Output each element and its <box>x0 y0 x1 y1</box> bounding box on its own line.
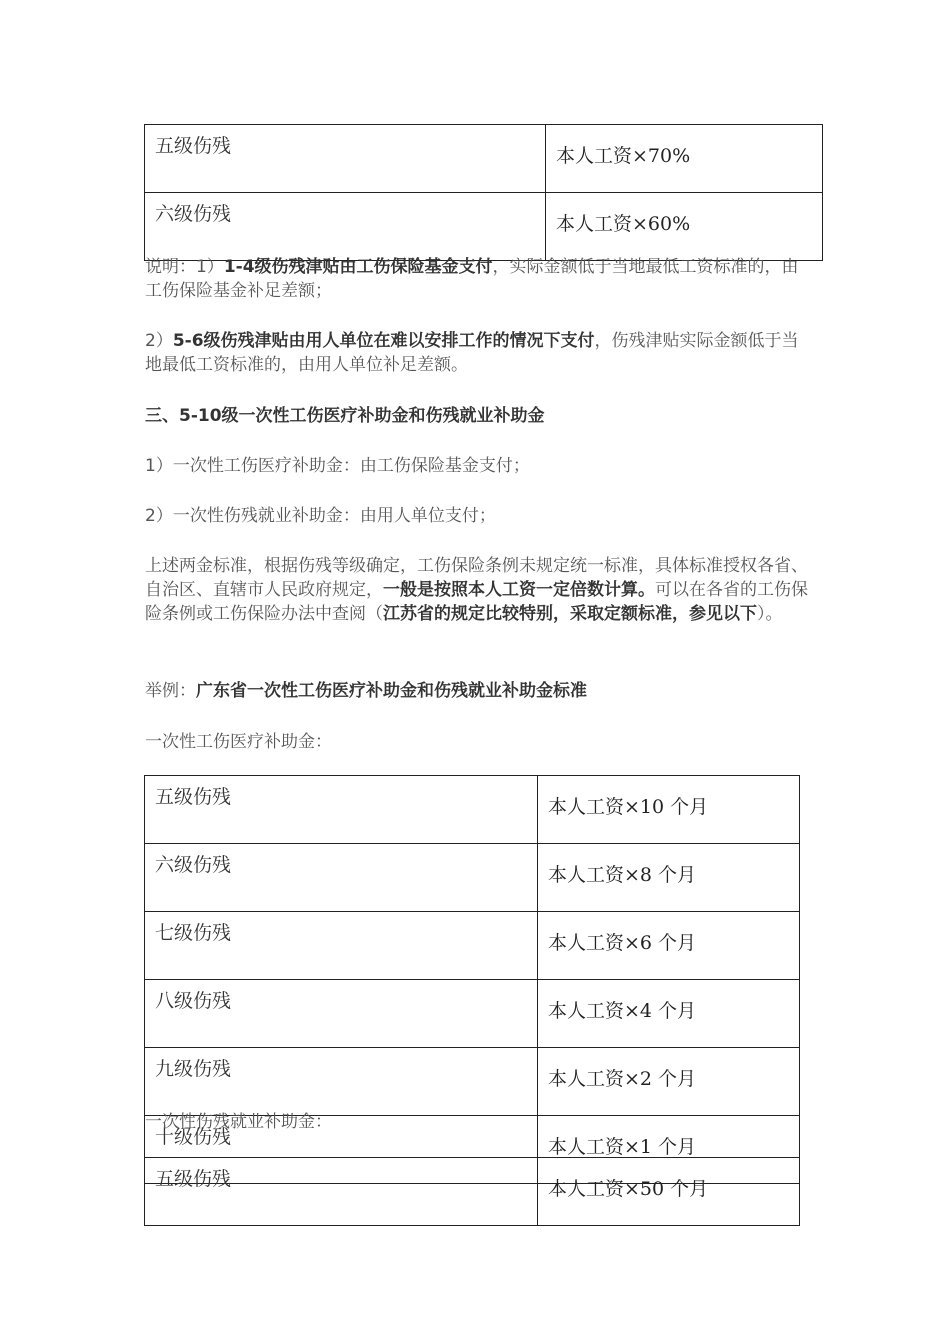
table-cell-value: 本人工资×1 个月 <box>538 1116 800 1184</box>
note-paragraph-2 <box>145 329 810 377</box>
table-row <box>145 844 800 912</box>
note-rest: ，伤残津贴实际金额低于当地最低工资标准的，由用人单位补足差额。 <box>145 331 799 375</box>
medical-subsidy-label: 一次性工伤医疗补助金： <box>145 732 332 752</box>
section-heading: 三、5-10级一次性工伤医疗补助金和伤残就业补助金 <box>145 406 545 426</box>
para-bold: 江苏省的规定比较特别，采取定额标准，参见以下 <box>383 604 757 624</box>
list-item: 1）一次性工伤医疗补助金：由工伤保险基金支付； <box>145 456 530 476</box>
table-cell-level: 五级伤残 <box>145 125 546 193</box>
note-prefix: 2） <box>145 331 173 351</box>
example-title: 广东省一次性工伤医疗补助金和伤残就业补助金标准 <box>196 681 587 701</box>
table-cell-value: 本人工资×8 个月 <box>538 844 800 912</box>
para-text: 上述两金标准，根据伤残等级确定，工伤保险条例未规定统一标准，具体标准授权各省、自治区、直辖市人民政府规定， <box>145 556 808 600</box>
table-cell-value: 本人工资×6 个月 <box>538 912 800 980</box>
table-row <box>145 1158 800 1226</box>
table-cell-value: 本人工资×50 个月 <box>538 1158 800 1226</box>
note-bold: 1-4级伤残津贴由工伤保险基金支付 <box>223 257 493 277</box>
table-cell-value: 本人工资×70% <box>546 125 823 193</box>
note-bold: 5-6级伤残津贴由用人单位在难以安排工作的情况下支付 <box>172 331 595 351</box>
table-row <box>145 776 800 844</box>
table-cell-level: 六级伤残 <box>145 844 538 912</box>
table-row <box>145 193 823 261</box>
table-cell-level: 八级伤残 <box>145 980 538 1048</box>
table-row <box>145 1048 800 1116</box>
table-cell-level: 五级伤残 <box>145 1158 538 1226</box>
standard-paragraph <box>145 554 810 626</box>
table-row <box>145 980 800 1048</box>
list-item: 2）一次性伤残就业补助金：由用人单位支付； <box>145 506 496 526</box>
table-cell-value: 本人工资×10 个月 <box>538 776 800 844</box>
table-cell-level: 五级伤残 <box>145 776 538 844</box>
table-row <box>145 125 823 193</box>
table-cell-level: 九级伤残 <box>145 1048 538 1116</box>
note-prefix: 说明：1） <box>145 257 224 277</box>
table-cell-level: 七级伤残 <box>145 912 538 980</box>
table-cell-level: 六级伤残 <box>145 193 546 261</box>
table-cell-value: 本人工资×4 个月 <box>538 980 800 1048</box>
disability-allowance-table <box>144 124 823 261</box>
note-rest: ，实际金额低于当地最低工资标准的，由工伤保险基金补足差额； <box>145 257 799 301</box>
table-cell-level: 十级伤残 <box>145 1116 538 1184</box>
table-cell-value: 本人工资×2 个月 <box>538 1048 800 1116</box>
para-bold: 一般是按照本人工资一定倍数计算。 <box>383 580 655 600</box>
table-row <box>145 912 800 980</box>
para-text: 可以在各省的工伤保险条例或工伤保险办法中查阅（ <box>145 580 808 624</box>
employment-subsidy-table <box>144 1157 800 1226</box>
example-line <box>145 679 810 703</box>
note-paragraph-1 <box>145 255 810 303</box>
para-text: ）。 <box>757 604 783 624</box>
example-prefix: 举例： <box>145 681 196 701</box>
employment-subsidy-label: 一次性伤残就业补助金： <box>145 1112 332 1132</box>
table-cell-value: 本人工资×60% <box>546 193 823 261</box>
